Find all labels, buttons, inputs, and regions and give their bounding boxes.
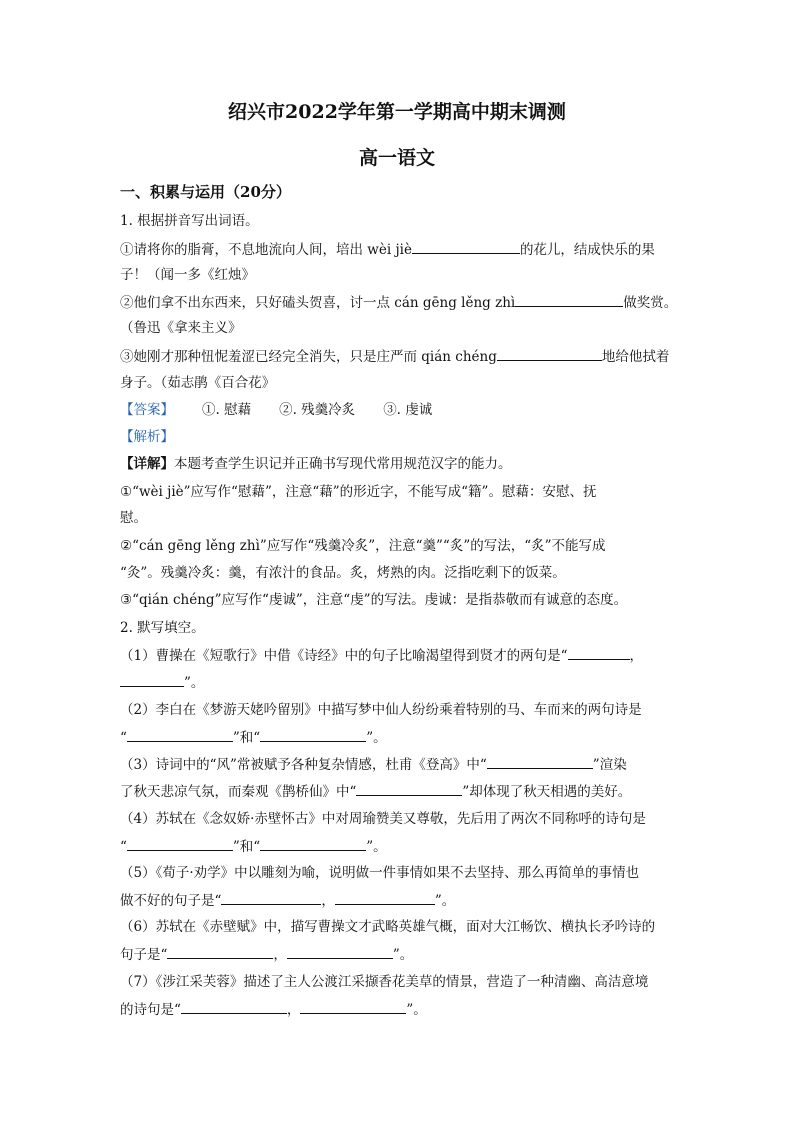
question-1-item-2-cont: （鲁迅《拿来主义》 xyxy=(120,320,242,336)
answer-blank xyxy=(260,728,366,742)
exam-title: 绍兴市2022学年第一学期高中期末调测 xyxy=(228,101,566,123)
detail-line: 【详解】本题考查学生识记并正确书写现代常用规范汉字的能力。 xyxy=(120,456,512,472)
question-1-item-1: ①请将你的脂膏，不息地流向人间，培出 wèi jiè 的花儿，结成快乐的果 xyxy=(120,242,655,258)
question-2-item-4: （4）苏轼在《念奴娇·赤壁怀古》中对周瑜赞美又尊敬，先后用了两次不同称呼的诗句是 xyxy=(120,811,646,827)
question-1-item-3-cont: 身子。（茹志鹃《百合花》 xyxy=(120,375,276,391)
answer-blank xyxy=(487,755,593,769)
answer-blank xyxy=(167,945,273,959)
question-2-item-7-cont: 的诗句是“ ， ”。 xyxy=(120,1002,427,1018)
answer-blank xyxy=(568,646,630,660)
question-2-item-1-cont: ”。 xyxy=(120,673,204,692)
question-2-item-2: （2）李白在《梦游天姥吟留别》中描写梦中仙人纷纷乘着特别的马、车而来的两句诗是 xyxy=(120,702,642,718)
section-heading: 一、积累与运用（20分） xyxy=(120,183,291,201)
answer-blank xyxy=(181,1000,287,1014)
answer-label: 【答案】 xyxy=(120,402,174,418)
explanation-3: ③“qián chéng”应写作“虔诚”，注意“虔”的写法。虔诚：是指恭敬而有诚意的态度。 xyxy=(120,592,628,608)
question-2-item-1: （1）曹操在《短歌行》中借《诗经》中的句子比喻渴望得到贤才的两句是“ ， xyxy=(120,648,643,664)
answer-blank xyxy=(300,1000,406,1014)
question-1-stem: 1. 根据拼音写出词语。 xyxy=(120,213,259,229)
question-2-item-4-cont: “ ”和“ ”。 xyxy=(120,839,387,855)
question-2-item-2-cont: “ ”和“ ”。 xyxy=(120,730,387,746)
answer-line: 【答案】 ①. 慰藉 ②. 残羹冷炙 ③. 虔诚 xyxy=(120,402,433,418)
analysis-label: 【解析】 xyxy=(120,429,174,445)
question-1-item-2: ②他们拿不出东西来，只好磕头贺喜，讨一点 cán gēng lěng zhì 做奖赏。 xyxy=(120,295,678,311)
question-2-item-7: （7）《涉江采芙蓉》描述了主人公渡江采撷香花美草的情景，营造了一种清幽、高洁意境 xyxy=(120,974,649,990)
question-2-item-5-cont: 做不好的句子是“ ， ”。 xyxy=(120,893,456,909)
question-2-item-6-cont: 句子是“ ， ”。 xyxy=(120,947,414,963)
explanation-2-cont: “灸”。残羹冷炙：羹，有浓汁的食品。炙，烤熟的肉。泛指吃剩下的饭菜。 xyxy=(120,565,566,581)
question-2-item-6: （6）苏轼在《赤壁赋》中，描写曹操文才武略英雄气概，面对大江畅饮、横执长矛吟诗的 xyxy=(120,919,656,935)
answer-blank xyxy=(260,837,366,851)
explanation-1: ①“wèi jiè”应写作“慰藉”，注意“藉”的形近字，不能写成“籍”。慰藉：安慰、抚 xyxy=(120,484,597,500)
answer-blank xyxy=(221,891,321,905)
question-2-stem: 2. 默写填空。 xyxy=(120,620,205,636)
question-1-item-1-cont: 子！（闻一多《红烛》 xyxy=(120,267,255,283)
answer-blank xyxy=(127,728,233,742)
explanation-2: ②“cán gēng lěng zhì”应写作“残羹冷炙”，注意“羹”“炙”的写法，“炙”不能写成 xyxy=(120,538,606,554)
question-2-item-3-cont: 了秋天悲凉气氛，而秦观《鹊桥仙》中“ ”却体现了秋天相遇的美好。 xyxy=(120,784,632,800)
explanation-1-cont: 慰。 xyxy=(120,510,147,526)
answer-blank xyxy=(515,293,623,307)
answer-blank xyxy=(287,945,393,959)
question-1-item-3: ③她刚才那种忸怩羞涩已经完全消失，只是庄严而 qián chéng 地给他拭着 xyxy=(120,349,670,365)
answer-blank xyxy=(356,782,462,796)
question-2-item-5: （5）《荀子·劝学》中以雕刻为喻，说明做一件事情如果不去坚持、那么再简单的事情也 xyxy=(120,865,640,881)
exam-subject: 高一语文 xyxy=(358,147,435,169)
answer-blank xyxy=(412,240,520,254)
answer-blank xyxy=(497,347,602,361)
question-2-item-3: （3）诗词中的“风”常被赋予各种复杂情感，杜甫《登高》中“ ”渲染 xyxy=(120,757,627,773)
answer-blank xyxy=(335,891,435,905)
answer-blank xyxy=(120,673,184,687)
answer-blank xyxy=(127,837,233,851)
